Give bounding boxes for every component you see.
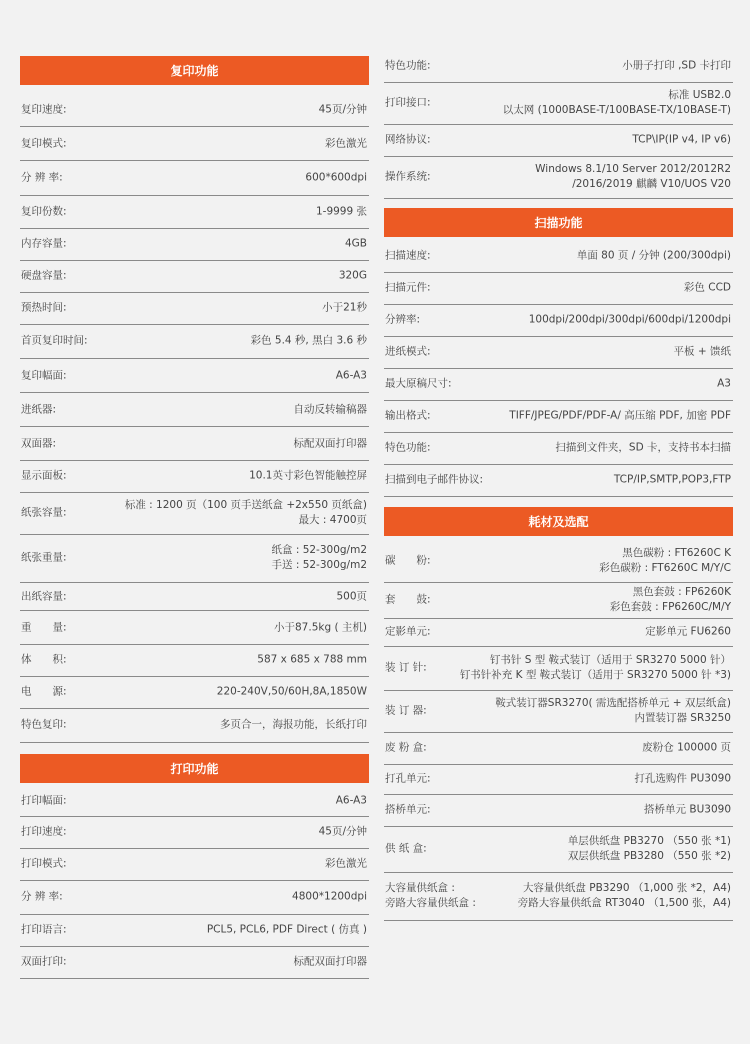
spec-value: 多页合一，海报功能，长纸打印 bbox=[220, 718, 367, 731]
spec-value: A6-A3 bbox=[335, 369, 367, 382]
spec-label: 进纸器: bbox=[21, 403, 57, 416]
spec-label: 进纸模式: bbox=[385, 345, 431, 358]
spec-label: 装 订 针: bbox=[385, 661, 427, 674]
spec-label: 复印模式: bbox=[21, 137, 67, 150]
consumables-spec-row bbox=[384, 540, 733, 583]
copy-spec-row bbox=[20, 394, 369, 427]
spec-value: 320G bbox=[338, 269, 367, 282]
spec-value: TCP/IP,SMTP,POP3,FTP bbox=[613, 473, 731, 486]
spec-value: 45页/分钟 bbox=[318, 825, 367, 838]
spec-label: 分 辨 率: bbox=[21, 890, 63, 903]
copy-spec-row bbox=[20, 612, 369, 645]
spec-value: 45页/分钟 bbox=[318, 103, 367, 116]
spec-value: 打孔选购件 PU3090 bbox=[634, 772, 731, 785]
spec-value: 标准 USB2.0 以太网 (1000BASE-T/100BASE-TX/10BASE-T) bbox=[502, 89, 731, 116]
copy-spec-row bbox=[20, 324, 369, 359]
spec-value: 黑色碳粉 : FT6260C K 彩色碳粉 : FT6260C M/Y/C bbox=[599, 547, 731, 574]
consumables-spec-row bbox=[384, 732, 733, 765]
consumables-section-header: 耗材及选配 bbox=[384, 507, 733, 536]
spec-value: 4800*1200dpi bbox=[292, 890, 367, 903]
spec-value: 小册子打印 ,SD 卡打印 bbox=[622, 59, 731, 72]
spec-label: 重 量: bbox=[21, 621, 67, 634]
consumables-spec-row bbox=[384, 582, 733, 619]
spec-label: 纸张重量: bbox=[21, 551, 67, 564]
spec-label: 网络协议: bbox=[385, 133, 431, 146]
scan-spec-row bbox=[384, 240, 733, 273]
scan-spec-row bbox=[384, 336, 733, 369]
spec-label: 分 辨 率: bbox=[21, 171, 63, 184]
spec-label: 复印速度: bbox=[21, 103, 67, 116]
spec-value: PCL5, PCL6, PDF Direct ( 仿真 ) bbox=[206, 923, 367, 936]
spec-value: 彩色 5.4 秒, 黑白 3.6 秒 bbox=[250, 334, 367, 347]
spec-label: 特色复印: bbox=[21, 718, 67, 731]
spec-value: 587 x 685 x 788 mm bbox=[257, 653, 367, 666]
spec-value: 标配双面打印器 bbox=[293, 437, 367, 450]
spec-value: 单层供纸盘 PB3270 （550 张 *1) 双层供纸盘 PB3280 （550 张 *2) bbox=[567, 835, 731, 862]
spec-label: 显示面板: bbox=[21, 469, 67, 482]
spec-label: 分辨率: bbox=[385, 313, 421, 326]
spec-value: 标配双面打印器 bbox=[293, 955, 367, 968]
scan-spec-row bbox=[384, 432, 733, 465]
copy-spec-row bbox=[20, 196, 369, 229]
spec-label: 双面器: bbox=[21, 437, 57, 450]
scan-spec-row bbox=[384, 304, 733, 337]
copy-spec-row bbox=[20, 460, 369, 493]
spec-label: 体 积: bbox=[21, 653, 67, 666]
consumables-spec-row bbox=[384, 794, 733, 827]
spec-value: 废粉仓 100000 页 bbox=[642, 741, 731, 754]
spec-label: 内存容量: bbox=[21, 237, 67, 250]
spec-label: 扫描元件: bbox=[385, 281, 431, 294]
spec-value: 定影单元 FU6260 bbox=[645, 625, 731, 638]
spec-value: 彩色激光 bbox=[325, 857, 367, 870]
copy-spec-row bbox=[20, 534, 369, 583]
spec-label: 双面打印: bbox=[21, 955, 67, 968]
print-spec-row bbox=[384, 50, 733, 83]
spec-value: Windows 8.1/10 Server 2012/2012R2 /2016/2019 麒麟 V10/UOS V20 bbox=[535, 163, 731, 190]
scan-spec-row bbox=[384, 464, 733, 497]
spec-label: 电 源: bbox=[21, 685, 67, 698]
spec-label: 复印份数: bbox=[21, 205, 67, 218]
copy-spec-row bbox=[20, 584, 369, 611]
spec-value: A6-A3 bbox=[335, 794, 367, 807]
scan-section-header: 扫描功能 bbox=[384, 208, 733, 237]
spec-label: 打印速度: bbox=[21, 825, 67, 838]
spec-label: 特色功能: bbox=[385, 441, 431, 454]
spec-label: 首页复印时间: bbox=[21, 334, 88, 347]
copy-spec-row bbox=[20, 94, 369, 127]
copy-spec-row bbox=[20, 676, 369, 709]
spec-label: 纸张容量: bbox=[21, 506, 67, 519]
spec-label: 扫描速度: bbox=[385, 249, 431, 262]
spec-value: 100dpi/200dpi/300dpi/600dpi/1200dpi bbox=[528, 313, 731, 326]
spec-label: 套 鼓: bbox=[385, 593, 431, 606]
consumables-spec-row bbox=[384, 826, 733, 873]
print-spec-row bbox=[20, 946, 369, 979]
spec-value: 平板 + 馈纸 bbox=[673, 345, 731, 358]
print-spec-row bbox=[20, 914, 369, 947]
copy-spec-row bbox=[20, 428, 369, 461]
print-section-header: 打印功能 bbox=[20, 754, 369, 783]
spec-value: TIFF/JPEG/PDF/PDF-A/ 高压缩 PDF, 加密 PDF bbox=[509, 409, 731, 422]
spec-value: A3 bbox=[717, 377, 731, 390]
print-spec-row bbox=[384, 156, 733, 199]
spec-label: 特色功能: bbox=[385, 59, 431, 72]
spec-label: 出纸容量: bbox=[21, 590, 67, 603]
spec-label: 打印模式: bbox=[21, 857, 67, 870]
consumables-spec-row bbox=[384, 872, 733, 921]
copy-spec-row bbox=[20, 708, 369, 743]
print-spec-row bbox=[20, 848, 369, 881]
spec-label: 装 订 器: bbox=[385, 704, 427, 717]
spec-label: 定影单元: bbox=[385, 625, 431, 638]
spec-value: 黑色套鼓 : FP6260K 彩色套鼓 : FP6260C/M/Y bbox=[609, 586, 731, 613]
spec-label: 搭桥单元: bbox=[385, 803, 431, 816]
spec-label: 打印接口: bbox=[385, 96, 431, 109]
consumables-spec-row bbox=[384, 690, 733, 733]
spec-value: 彩色激光 bbox=[325, 137, 367, 150]
copy-spec-row bbox=[20, 128, 369, 161]
spec-value: TCP\IP(IP v4, IP v6) bbox=[632, 133, 731, 146]
spec-label: 打孔单元: bbox=[385, 772, 431, 785]
spec-value: 500页 bbox=[336, 590, 367, 603]
spec-value: 小于87.5kg ( 主机) bbox=[274, 621, 367, 634]
scan-spec-row bbox=[384, 272, 733, 305]
copy-spec-row bbox=[20, 360, 369, 393]
spec-label: 预热时间: bbox=[21, 301, 67, 314]
spec-label: 复印幅面: bbox=[21, 369, 67, 382]
spec-label: 硬盘容量: bbox=[21, 269, 67, 282]
spec-value: 小于21秒 bbox=[322, 301, 367, 314]
copy-spec-row bbox=[20, 292, 369, 325]
spec-value: 标准 : 1200 页（100 页手送纸盒 +2x550 页纸盒) 最大 : 4700页 bbox=[124, 499, 367, 526]
spec-label: 供 纸 盒: bbox=[385, 842, 427, 855]
spec-value: 钉书针 S 型 鞍式装订（适用于 SR3270 5000 针） 钉书针补充 K 型 鞍式装订（适用于 SR3270 5000 针 *3) bbox=[459, 654, 731, 681]
copy-spec-row bbox=[20, 228, 369, 261]
spec-value: 10.1英寸彩色智能触控屏 bbox=[249, 469, 367, 482]
spec-label: 最大原稿尺寸: bbox=[385, 377, 452, 390]
print-spec-row bbox=[20, 816, 369, 849]
spec-value: 4GB bbox=[344, 237, 367, 250]
spec-value: 600*600dpi bbox=[305, 171, 367, 184]
spec-value: 1-9999 张 bbox=[315, 205, 367, 218]
spec-value: 单面 80 页 / 分钟 (200/300dpi) bbox=[576, 249, 731, 262]
spec-value: 220-240V,50/60H,8A,1850W bbox=[216, 685, 367, 698]
spec-value: 彩色 CCD bbox=[683, 281, 731, 294]
copy-spec-row bbox=[20, 260, 369, 293]
spec-value: 纸盒 : 52-300g/m2 手送 : 52-300g/m2 bbox=[271, 544, 367, 571]
copy-spec-row bbox=[20, 492, 369, 535]
spec-label: 大容量供纸盒 : 旁路大容量供纸盒 : bbox=[385, 882, 476, 909]
spec-label: 废 粉 盒: bbox=[385, 741, 427, 754]
spec-label: 输出格式: bbox=[385, 409, 431, 422]
copy-spec-row bbox=[20, 161, 369, 196]
spec-label: 打印幅面: bbox=[21, 794, 67, 807]
spec-value: 鞍式装订器SR3270( 需选配搭桥单元 + 双层纸盒) 内置装订器 SR3250 bbox=[495, 697, 731, 724]
print-spec-row bbox=[20, 786, 369, 817]
consumables-spec-row bbox=[384, 646, 733, 691]
copy-spec-row bbox=[20, 644, 369, 677]
spec-label: 碳 粉: bbox=[385, 554, 431, 567]
spec-value: 搭桥单元 BU3090 bbox=[644, 803, 731, 816]
spec-value: 自动反转输稿器 bbox=[293, 403, 367, 416]
spec-value: 大容量供纸盘 PB3290 （1,000 张 *2，A4) 旁路大容量供纸盒 RT3040 （1,500 张，A4) bbox=[517, 882, 731, 909]
scan-spec-row bbox=[384, 400, 733, 433]
copy-section-header: 复印功能 bbox=[20, 56, 369, 85]
spec-label: 打印语言: bbox=[21, 923, 67, 936]
spec-label: 操作系统: bbox=[385, 170, 431, 183]
consumables-spec-row bbox=[384, 764, 733, 795]
print-spec-row bbox=[384, 124, 733, 157]
spec-label: 扫描到电子邮件协议: bbox=[385, 473, 484, 486]
spec-value: 扫描到文件夹，SD 卡，支持书本扫描 bbox=[555, 441, 731, 454]
print-spec-row bbox=[20, 880, 369, 915]
scan-spec-row bbox=[384, 368, 733, 401]
consumables-spec-row bbox=[384, 618, 733, 647]
print-spec-row bbox=[384, 82, 733, 125]
